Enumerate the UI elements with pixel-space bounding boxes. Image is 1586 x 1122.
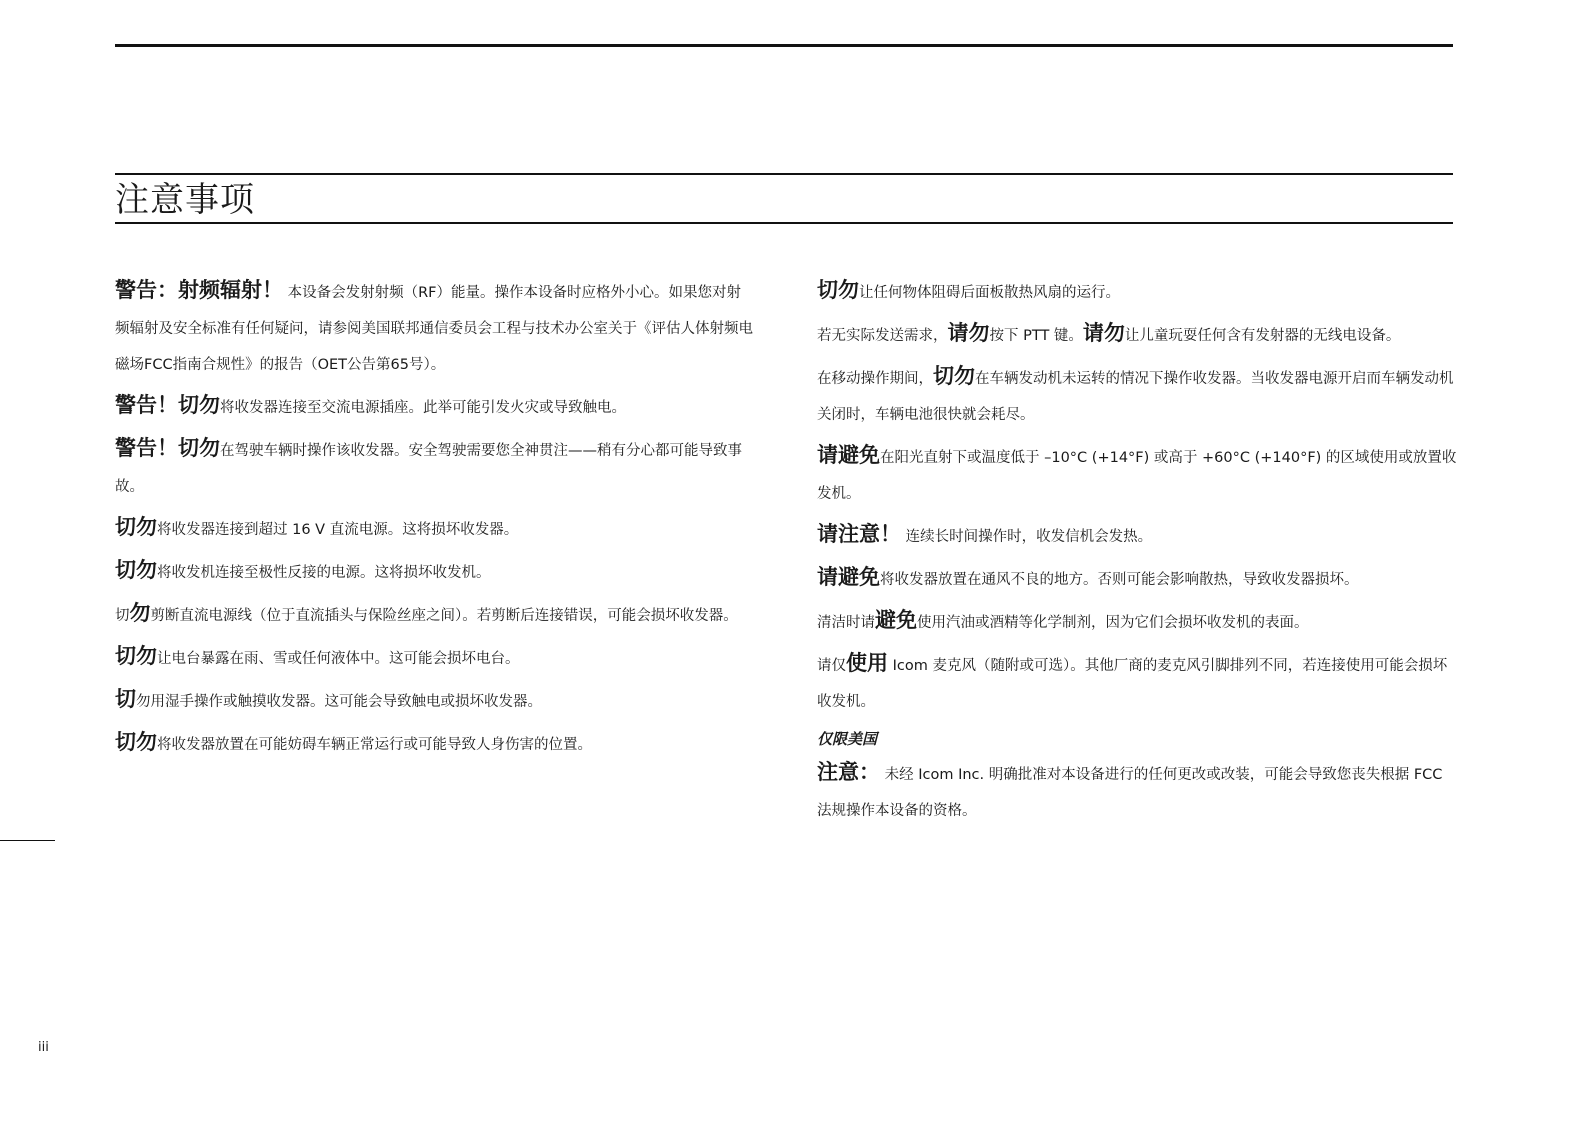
page-number: iii	[38, 1040, 49, 1055]
paragraph-pre: 请仅	[817, 658, 846, 674]
paragraph-lead: 警告：射频辐射！	[115, 278, 283, 302]
paragraph-lead: 注意：	[817, 760, 880, 784]
caution-wet-hands-paragraph	[115, 681, 755, 720]
paragraph-text: 使用汽油或酒精等化学制剂，因为它们会损坏收发机的表面。	[917, 615, 1309, 631]
caution-ptt-paragraph	[817, 315, 1457, 354]
paragraph-lead: 请注意！	[817, 522, 901, 546]
paragraph-text: 在阳光直射下或温度低于 –10°C (+14°F) 或高于 +60°C (+140°F) 的区域使用或放置收发机。	[817, 450, 1457, 502]
right-column	[817, 272, 1457, 833]
paragraph-lead: 切勿	[933, 364, 975, 388]
paragraph-pre: 在移动操作期间，	[817, 371, 933, 387]
paragraph-text: 将收发器放置在可能妨碍车辆正常运行或可能导致人身伤害的位置。	[157, 737, 592, 753]
paragraph-text: 勿用湿手操作或触摸收发器。这可能会导致触电或损坏收发器。	[136, 694, 542, 710]
warning-driving-paragraph	[115, 430, 755, 505]
warning-rf-paragraph	[115, 272, 755, 383]
paragraph-lead-small: 切	[115, 608, 130, 624]
caution-fan-paragraph	[817, 272, 1457, 311]
paragraph-text: 将收发器连接至交流电源插座。此举可能引发火灾或导致触电。	[220, 400, 626, 416]
paragraph-text: 将收发器放置在通风不良的地方。否则可能会影响散热，导致收发器损坏。	[880, 572, 1359, 588]
paragraph-text: 未经 Icom Inc. 明确批准对本设备进行的任何更改或改装，可能会导致您丧失根据 FCC 法规操作本设备的资格。	[817, 767, 1443, 819]
margin-rule	[0, 840, 55, 841]
caution-microphone-paragraph	[817, 645, 1457, 720]
paragraph-text: 将收发机连接至极性反接的电源。这将损坏收发机。	[157, 565, 491, 581]
paragraph-lead: 切勿	[115, 515, 157, 539]
caution-16v-paragraph	[115, 509, 755, 548]
paragraph-mid: 按下 PTT 键。	[989, 328, 1083, 344]
paragraph-lead: 避免	[875, 608, 917, 632]
title-rule-bottom	[115, 222, 1453, 224]
paragraph-lead: 请避免	[817, 565, 880, 589]
paragraph-lead: 请勿	[947, 321, 990, 345]
paragraph-text: 让电台暴露在雨、雪或任何液体中。这可能会损坏电台。	[157, 651, 520, 667]
top-rule	[115, 44, 1453, 47]
paragraph-lead: 警告！切勿	[115, 436, 220, 460]
paragraph-pre: 若无实际发送需求，	[817, 328, 948, 344]
fcc-notice-paragraph	[817, 754, 1457, 829]
page-title: 注意事项	[115, 180, 255, 220]
caution-temperature-paragraph	[817, 437, 1457, 512]
paragraph-text: 本设备会发射射频（RF）能量。操作本设备时应格外小心。如果您对射频辐射及安全标准有任何疑问，请参阅美国联邦通信委员会工程与技术办公室关于《评估人体射频电磁场FCC指南合规性》的报告（OET公告第65号）。	[115, 285, 753, 373]
caution-liquid-paragraph	[115, 638, 755, 677]
caution-cut-cable-paragraph	[115, 595, 755, 634]
paragraph-text: Icom 麦克风（随附或可选）。其他厂商的麦克风引脚排列不同，若连接使用可能会损坏收发机。	[817, 658, 1448, 710]
paragraph-lead: 警告！切勿	[115, 393, 220, 417]
paragraph-text: 剪断直流电源线（位于直流插头与保险丝座之间）。若剪断后连接错误，可能会损坏收发器。	[150, 608, 738, 624]
caution-heat-paragraph	[817, 516, 1457, 555]
paragraph-text: 让儿童玩耍任何含有发射器的无线电设备。	[1124, 328, 1401, 344]
paragraph-text: 连续长时间操作时，收发信机会发热。	[901, 529, 1153, 545]
warning-ac-paragraph	[115, 387, 755, 426]
paragraph-lead: 切	[115, 687, 136, 711]
left-column	[115, 272, 755, 767]
caution-placement-paragraph	[115, 724, 755, 763]
paragraph-lead-2: 请勿	[1082, 321, 1125, 345]
usa-only-subhead: 仅限美国	[817, 730, 878, 748]
paragraph-lead: 勿	[129, 601, 151, 625]
paragraph-lead: 请避免	[817, 443, 880, 467]
paragraph-lead: 切勿	[817, 278, 859, 302]
caution-cleaning-paragraph	[817, 602, 1457, 641]
caution-polarity-paragraph	[115, 552, 755, 591]
paragraph-lead: 切勿	[115, 730, 157, 754]
caution-ventilation-paragraph	[817, 559, 1457, 598]
paragraph-text: 将收发器连接到超过 16 V 直流电源。这将损坏收发器。	[157, 522, 519, 538]
caution-battery-paragraph	[817, 358, 1457, 433]
paragraph-pre: 清洁时请	[817, 615, 875, 631]
paragraph-text: 在驾驶车辆时操作该收发器。安全驾驶需要您全神贯注——稍有分心都可能导致事故。	[115, 443, 742, 495]
paragraph-text: 让任何物体阻碍后面板散热风扇的运行。	[859, 285, 1120, 301]
paragraph-lead: 使用	[846, 651, 888, 675]
paragraph-lead: 切勿	[115, 644, 157, 668]
paragraph-lead: 切勿	[115, 558, 157, 582]
title-rule-top	[115, 173, 1453, 175]
paragraph-text: 在车辆发动机未运转的情况下操作收发器。当收发器电源开启而车辆发动机关闭时，车辆电池很快就会耗尽。	[817, 371, 1454, 423]
